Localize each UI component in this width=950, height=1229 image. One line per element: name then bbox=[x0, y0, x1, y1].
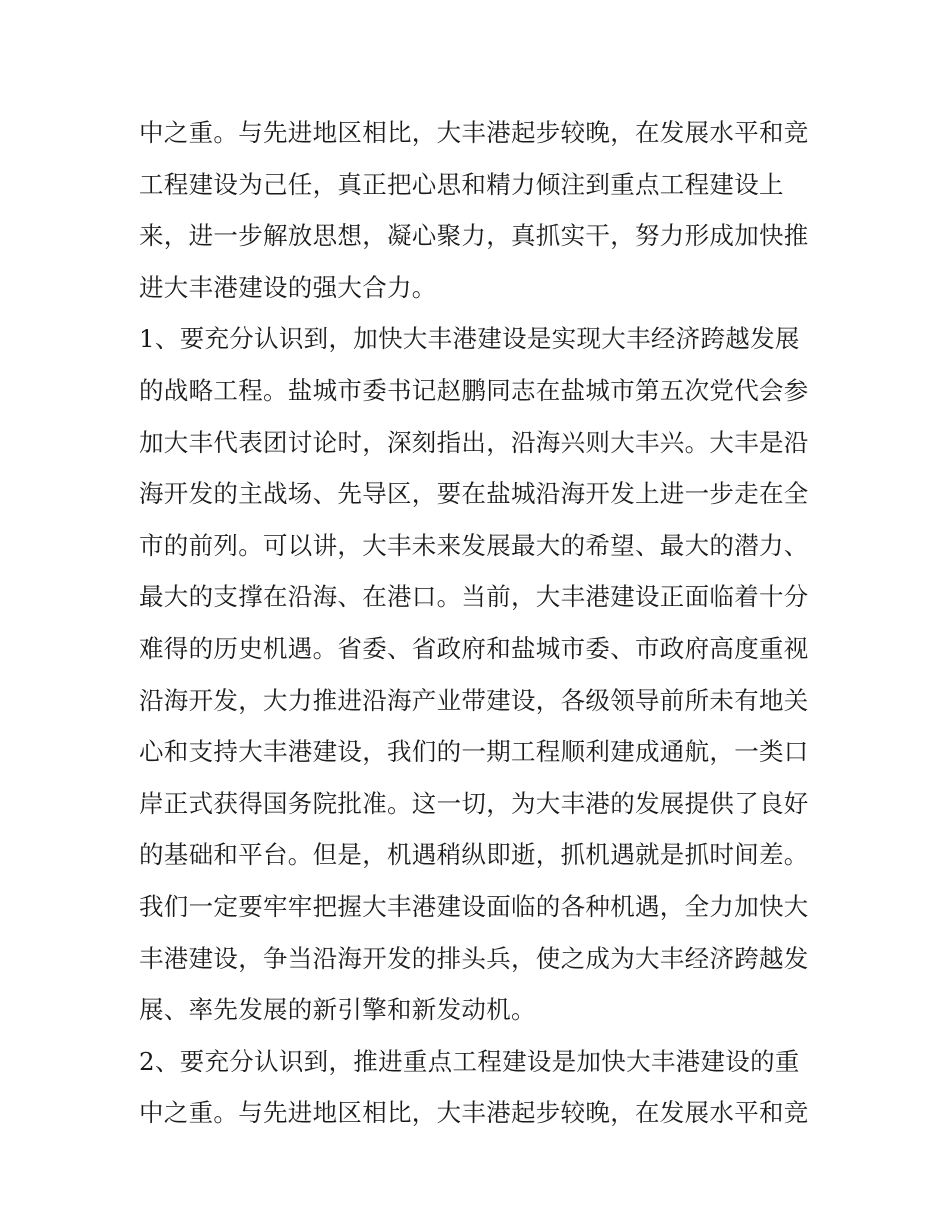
text-line: 海开发的主战场、先导区，要在盐城沿海开发上进一步走在全 bbox=[139, 479, 809, 509]
text-line: 工程建设为己任，真正把心思和精力倾注到重点工程建设上 bbox=[139, 169, 784, 199]
text-line: 中之重。与先进地区相比，大丰港起步较晚，在发展水平和竞 bbox=[139, 118, 809, 147]
document-body bbox=[139, 107, 819, 1139]
text-line: 岸正式获得国务院批准。这一切，为大丰港的发展提供了良好 bbox=[139, 788, 809, 818]
text-line: 加大丰代表团讨论时，深刻指出，沿海兴则大丰兴。大丰是沿 bbox=[139, 427, 809, 457]
text-line: 丰港建设，争当沿海开发的排头兵，使之成为大丰经济跨越发 bbox=[139, 943, 809, 973]
text-line: 沿海开发，大力推进沿海产业带建设，各级领导前所未有地关 bbox=[139, 685, 809, 715]
text-line: 的基础和平台。但是，机遇稍纵即逝，抓机遇就是抓时间差。 bbox=[139, 840, 809, 870]
text-line: 心和支持大丰港建设，我们的一期工程顺利建成通航，一类口 bbox=[139, 737, 809, 767]
text-line: 的战略工程。盐城市委书记赵鹏同志在盐城市第五次党代会参 bbox=[139, 375, 809, 405]
text-line: 市的前列。可以讲，大丰未来发展最大的希望、最大的潜力、 bbox=[139, 530, 809, 560]
text-line: 展、率先发展的新引擎和新发动机。 bbox=[139, 995, 536, 1025]
text-line: 1、要充分认识到，加快大丰港建设是实现大丰经济跨越发展 bbox=[139, 324, 800, 354]
text-line: 难得的历史机遇。省委、省政府和盐城市委、市政府高度重视 bbox=[139, 633, 809, 663]
text-line: 2、要充分认识到，推进重点工程建设是加快大丰港建设的重 bbox=[139, 1046, 800, 1076]
text-line: 进大丰港建设的强大合力。 bbox=[139, 272, 437, 302]
text-line: 中之重。与先进地区相比，大丰港起步较晚，在发展水平和竞 bbox=[139, 1098, 809, 1128]
text-line: 来，进一步解放思想，凝心聚力，真抓实干，努力形成加快推 bbox=[139, 221, 809, 251]
text-line: 最大的支撑在沿海、在港口。当前，大丰港建设正面临着十分 bbox=[139, 582, 809, 612]
text-line: 我们一定要牢牢把握大丰港建设面临的各种机遇，全力加快大 bbox=[139, 891, 809, 921]
